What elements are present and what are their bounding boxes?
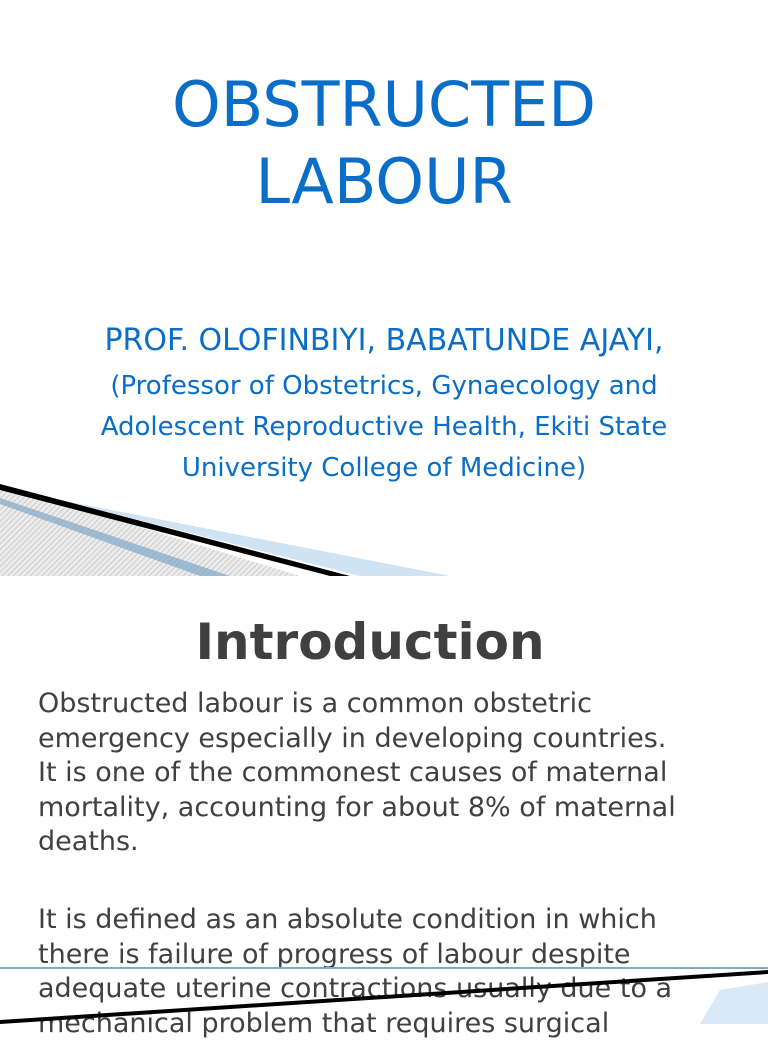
affiliation-line: (Professor of Obstetrics, Gynaecology and	[0, 366, 768, 407]
affiliation-line: University College of Medicine)	[0, 448, 768, 489]
slide-decoration	[0, 470, 768, 576]
paragraph-line: It is defined as an absolute condition in which	[38, 903, 758, 938]
author-name: PROF. OLOFINBIYI, BABATUNDE AJAYI,	[0, 322, 768, 360]
slide-decoration-bottom	[0, 960, 768, 1024]
paragraph-line: mortality, accounting for about 8% of maternal	[38, 791, 758, 826]
title-line: LABOUR	[0, 143, 768, 220]
slide-title	[0, 66, 768, 220]
title-line: OBSTRUCTED	[0, 66, 768, 143]
paragraph-line: mechanical problem that requires surgical	[38, 1007, 758, 1041]
paragraph-line: Obstructed labour is a common obstetric	[38, 687, 758, 722]
paragraph-line: there is failure of progress of labour despite	[38, 938, 758, 973]
paragraph-definition-context	[38, 687, 758, 860]
slide-heading: Introduction	[0, 612, 740, 672]
paragraph-line: It is one of the commonest causes of maternal	[38, 756, 758, 791]
paragraph-line: adequate uterine contractions usually due to a	[38, 972, 758, 1007]
paragraph-line: deaths.	[38, 825, 758, 860]
paragraph-line: emergency especially in developing countries.	[38, 722, 758, 757]
affiliation-line: Adolescent Reproductive Health, Ekiti State	[0, 407, 768, 448]
